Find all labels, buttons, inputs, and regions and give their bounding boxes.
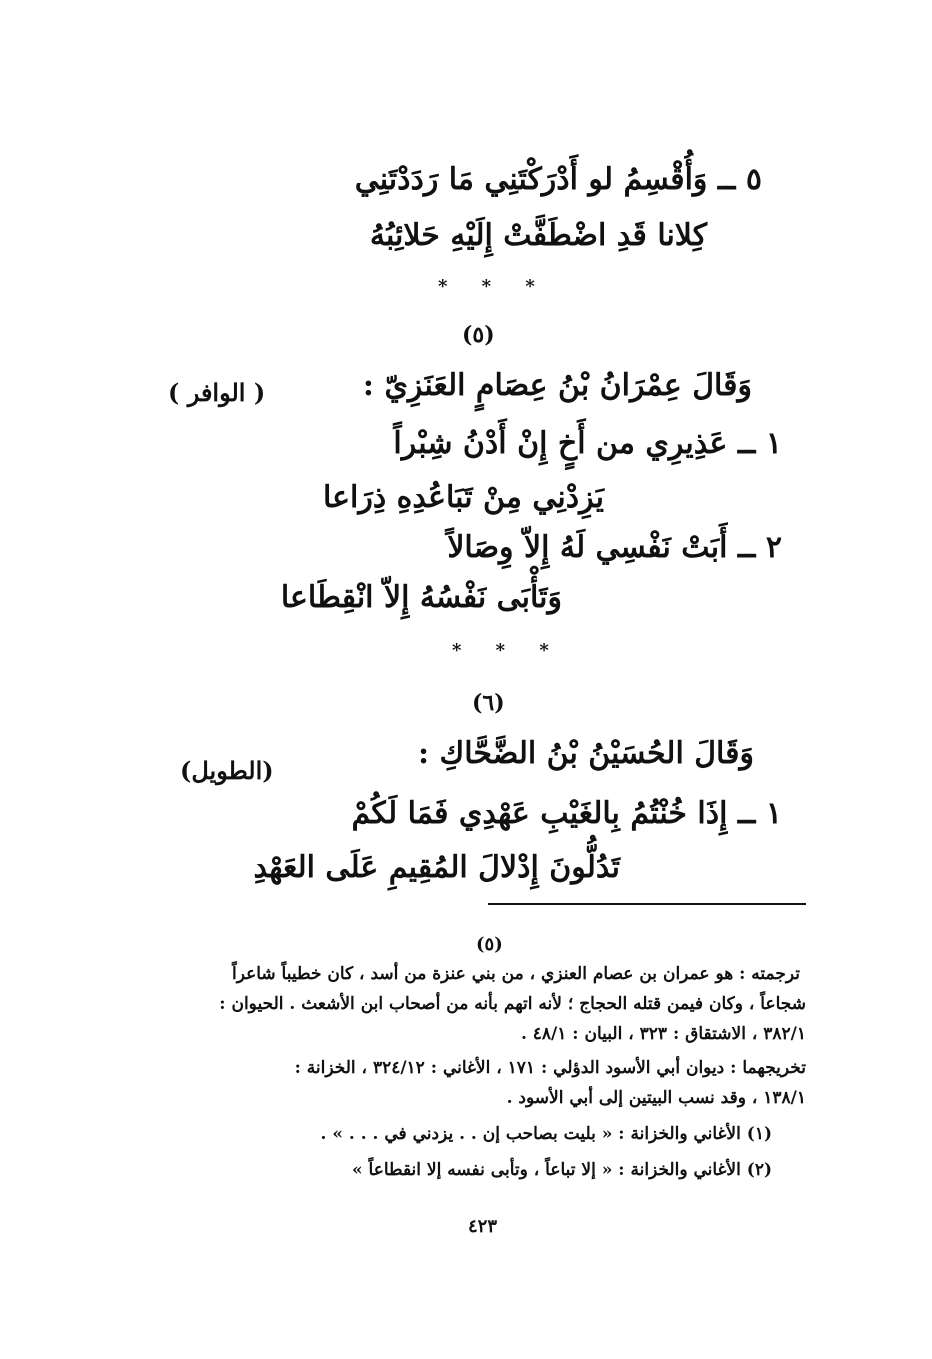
footnote-note-1: (١) الأغاني والخزانة : « بليت بصاحب إن . . يزدني في . . . » . bbox=[320, 1124, 772, 1144]
footnote-note-2: (٢) الأغاني والخزانة : « إلا تباعاً ، وتأبى نفسه إلا انقطاعاً » bbox=[351, 1160, 772, 1180]
section-number: (٦) bbox=[472, 690, 505, 716]
footnote-number: (٥) bbox=[476, 934, 503, 955]
footnote-takhrij-line: ١٣٨/١ ، وقد نسب البيتين إلى أبي الأسود . bbox=[506, 1088, 806, 1108]
meter-label: ( الوافر ) bbox=[168, 378, 266, 407]
verse-2-second-hemistich: وَتَأْبَى نَفْسُهُ إِلاّ انْقِطَاعا bbox=[280, 580, 562, 615]
verse-1-first-hemistich: ١ ــ عَذِيرِي من أَخٍ إِنْ أَدْنُ شِبْراً bbox=[393, 426, 782, 461]
page-number: ٤٢٣ bbox=[468, 1216, 498, 1237]
footnote-biography-line: ترجمته : هو عمران بن عصام العنزي ، من بني عنزة من أسد ، كان خطيباً شاعراً bbox=[231, 964, 800, 984]
footnote-biography-line: شجاعاً ، وكان فيمن قتله الحجاج ؛ لأنه اتهم بأنه من أصحاب ابن الأشعث . الحيوان : bbox=[219, 994, 806, 1014]
poet-intro: وَقَالَ عِمْرَانُ بْنُ عِصَامٍ العَنَزِيّ : bbox=[362, 368, 752, 403]
footnote-separator bbox=[488, 903, 806, 905]
section-divider-ornament: * * * bbox=[452, 640, 563, 661]
verse-1-first-hemistich: ١ ــ إِذَا خُنْتُمُ بِالغَيْبِ عَهْدِي فَمَا لَكُمْ bbox=[351, 796, 782, 831]
verse-5-second-hemistich: كِلانا قَدِ اضْطَفَّتْ إِلَيْهِ حَلائِبُهُ bbox=[369, 218, 707, 253]
section-divider-ornament: * * * bbox=[438, 276, 549, 297]
footnote-takhrij-line: تخريجهما : ديوان أبي الأسود الدؤلي : ١٧١ ، الأغاني : ٣٢٤/١٢ ، الخزانة : bbox=[294, 1058, 806, 1078]
verse-1-second-hemistich: يَزِدْنِي مِنْ تَبَاعُدِهِ ذِرَاعا bbox=[323, 480, 604, 515]
footnote-biography-line: ٣٨٢/١ ، الاشتقاق : ٣٢٣ ، البيان : ٤٨/١ . bbox=[520, 1024, 806, 1044]
verse-1-second-hemistich: تَدُلُّونَ إِدْلالَ المُقِيمِ عَلَى العَهْدِ bbox=[253, 850, 620, 885]
section-number: (٥) bbox=[462, 322, 495, 348]
verse-2-first-hemistich: ٢ ــ أَبَتْ نَفْسِي لَهُ إِلاّ وِصَالاً bbox=[447, 530, 782, 565]
poet-intro: وَقَالَ الحُسَيْنُ بْنُ الضَّحَّاكِ : bbox=[417, 736, 754, 771]
meter-label: (الطويل) bbox=[180, 756, 274, 785]
verse-5-first-hemistich: ٥ ــ وَأُقْسِمُ لو أَدْرَكْتَنِي مَا رَدَدْتَنِي bbox=[354, 162, 762, 197]
